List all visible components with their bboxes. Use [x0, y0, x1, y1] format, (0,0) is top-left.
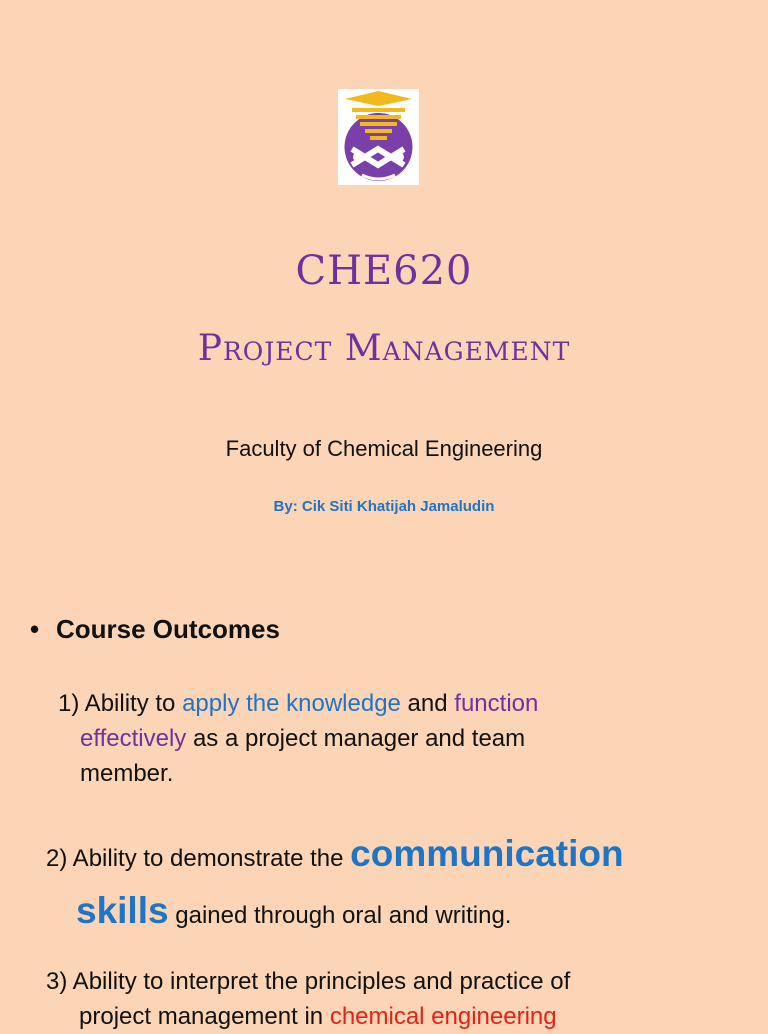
outcome-2-highlight-b: skills [76, 890, 169, 931]
bullet-icon: • [30, 614, 40, 644]
outcome-1-line-2 [58, 721, 618, 756]
outcome-2 [46, 828, 746, 942]
outcome-1-text-d: member. [80, 760, 174, 787]
outcome-3-line-2 [46, 999, 746, 1034]
university-logo [338, 89, 419, 185]
outcome-1-highlight-a: apply the knowledge [182, 690, 401, 717]
outcome-2-text-b: gained through oral and writing. [168, 902, 512, 929]
outcome-2-line-2 [46, 885, 746, 942]
course-title: Project Management [197, 328, 571, 369]
outcome-1-text-a: 1) Ability to [58, 690, 183, 717]
outcome-3-text-a: 3) Ability to interpret the principles and practice of [46, 968, 571, 995]
outcome-3-text-b: project management in [79, 1003, 330, 1030]
outcome-1-text-c: as a project manager and team [186, 725, 526, 752]
outcome-3-highlight-a: chemical engineering [329, 1003, 557, 1030]
author-line: By: Cik Siti Khatijah Jamaludin [273, 498, 495, 515]
outcome-1-highlight-b: function [454, 690, 539, 717]
university-crest-icon [338, 89, 419, 185]
heading-text: Course Outcomes [56, 614, 280, 644]
outcome-1 [58, 686, 618, 791]
course-code: CHE620 [295, 248, 473, 294]
outcome-1-text-b: and [400, 690, 455, 717]
outcome-2-highlight-a: communication [350, 833, 624, 874]
outcome-1-highlight-c: effectively [80, 725, 187, 752]
faculty-name: Faculty of Chemical Engineering [225, 436, 543, 461]
course-outcomes-heading [30, 614, 280, 645]
outcome-2-text-a: 2) Ability to demonstrate the [46, 845, 351, 872]
